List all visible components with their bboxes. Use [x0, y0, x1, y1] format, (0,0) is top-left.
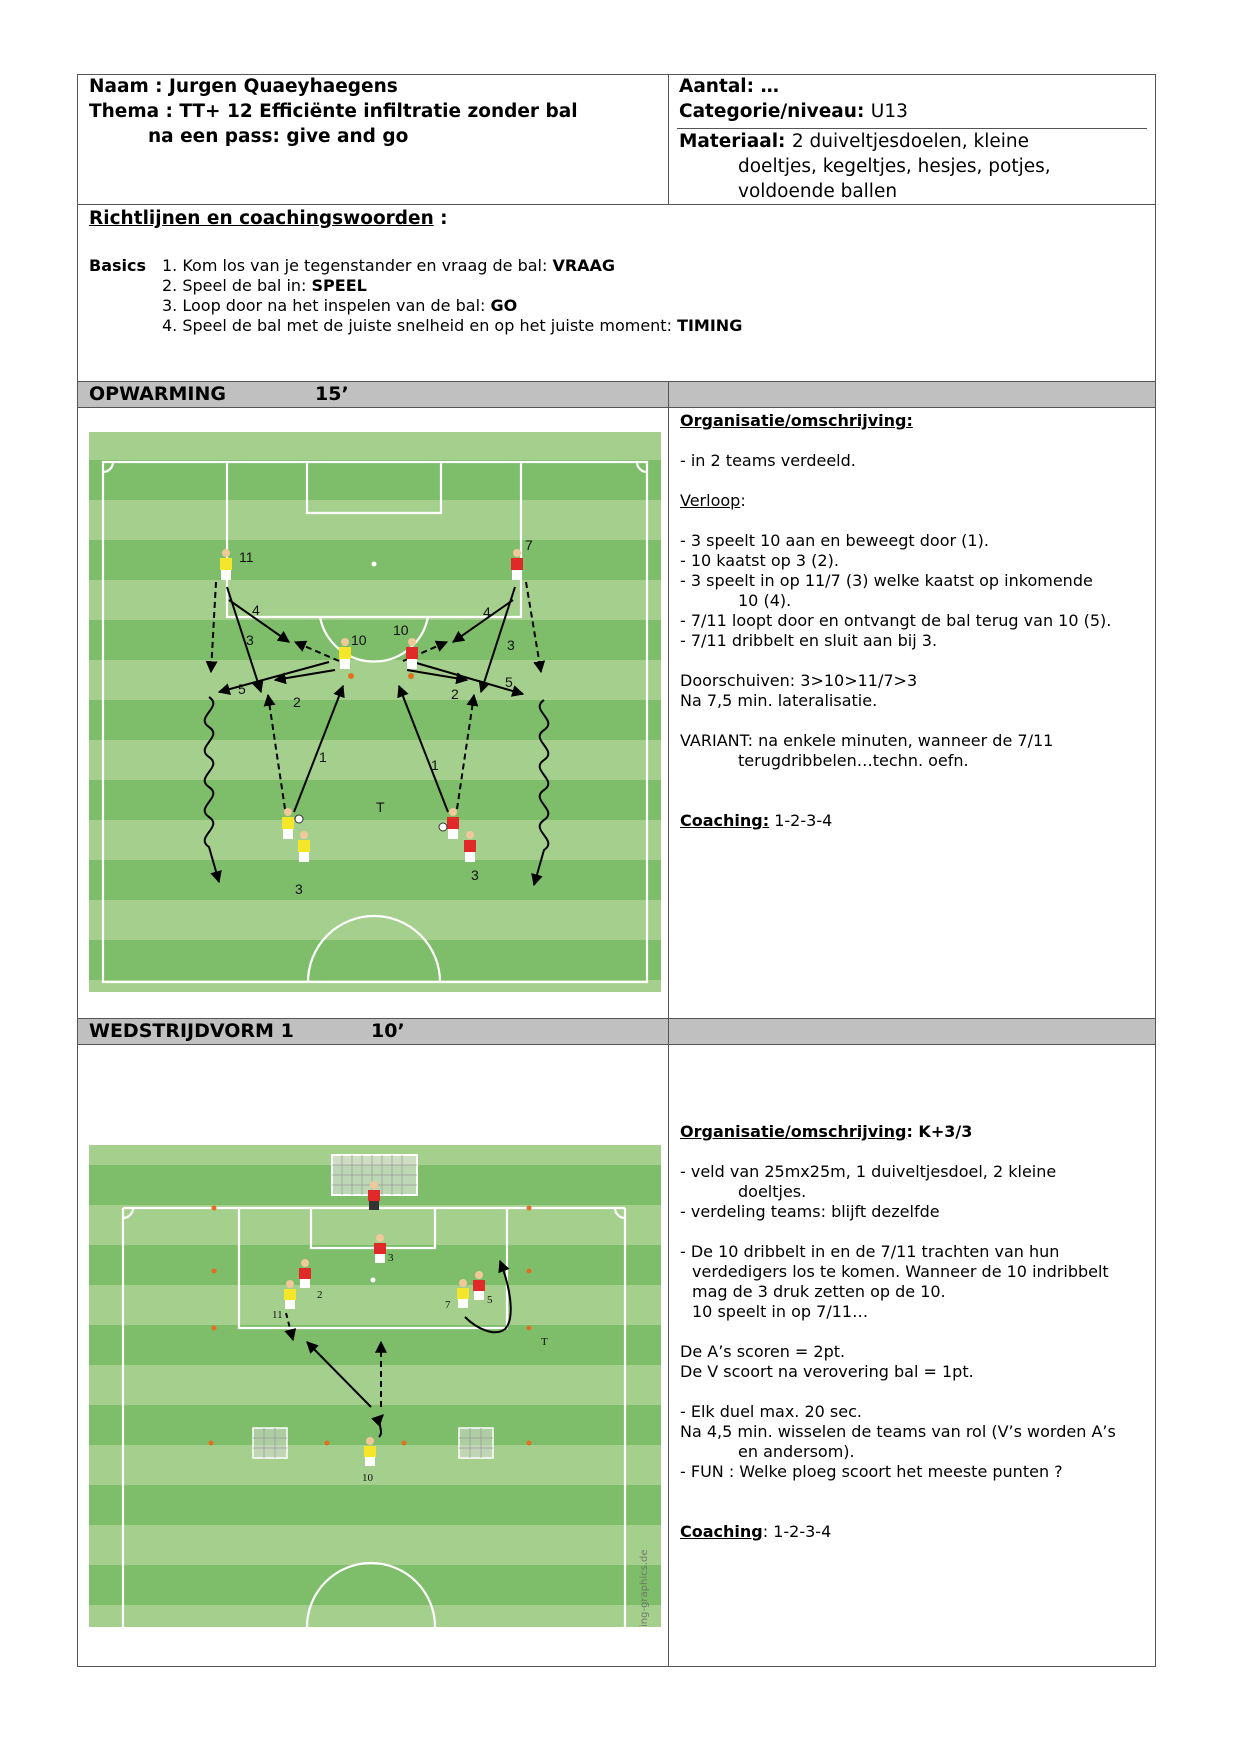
wedstrijd-line-2: doeltjes.: [738, 1182, 807, 1201]
verloop-step-1: - 3 speelt 10 aan en beweegt door (1).: [680, 531, 989, 550]
naam: Naam : Jurgen Quaeyhaegens: [89, 76, 398, 97]
num-4-left: 4: [252, 602, 260, 618]
wedstrijd-line-11: Na 4,5 min. wisselen de teams van rol (V’s worden A’s: [680, 1422, 1116, 1441]
thema-line2: na een pass: give and go: [148, 126, 409, 147]
num-1-right: 1: [431, 757, 439, 773]
verloop-step-2: - 10 kaatst op 3 (2).: [680, 551, 839, 570]
num-3-right: 3: [507, 637, 515, 653]
wedstrijd-diagram: [89, 1145, 661, 1627]
materiaal-line2: doeltjes, kegeltjes, hesjes, potjes,: [738, 156, 1051, 177]
verloop-step-3b: 10 (4).: [738, 591, 792, 610]
num-3: 3: [388, 1252, 394, 1264]
wedstrijd-line-9: De V scoort na verovering bal = 1pt.: [680, 1362, 974, 1381]
ball-left: [295, 815, 303, 823]
basics-item-2: 2. Speel de bal in: SPEEL: [162, 276, 367, 295]
lateralisatie: Na 7,5 min. lateralisatie.: [680, 691, 878, 710]
wedstrijd-bar-line: [78, 1044, 1155, 1045]
num-10: 10: [362, 1472, 373, 1484]
num-3-bottom-right: 3: [471, 867, 479, 883]
verloop-step-3: - 3 speelt in op 11/7 (3) welke kaatst op inkomende: [680, 571, 1093, 590]
small-goal-left: [253, 1428, 287, 1458]
num-3-bottom-left: 3: [295, 881, 303, 897]
opwarming-title: OPWARMING: [89, 383, 226, 405]
wedstrijd-coaching: Coaching: 1-2-3-4: [680, 1522, 832, 1541]
num-10-right: 10: [393, 622, 409, 638]
opwarming-org-line: - in 2 teams verdeeld.: [680, 451, 856, 470]
materiaal: Materiaal: 2 duiveltjesdoelen, kleine: [679, 131, 1029, 152]
variant-line1: VARIANT: na enkele minuten, wanneer de 7/11: [680, 731, 1054, 750]
small-goal-right: [459, 1428, 493, 1458]
penalty-spot: [372, 562, 377, 567]
wedstrijd-line-7: 10 speelt in op 7/11…: [692, 1302, 869, 1321]
opwarming-duration: 15’: [315, 383, 349, 405]
verloop-label: Verloop:: [680, 491, 746, 510]
doorschuiven: Doorschuiven: 3>10>11/7>3: [680, 671, 918, 690]
opwarming-diagram: [89, 432, 661, 992]
num-4-right: 4: [483, 604, 491, 620]
wedstrijd-description: [680, 1122, 1146, 1542]
thema: Thema : TT+ 12 Efficiënte infiltratie zonder bal: [89, 101, 578, 122]
materiaal-line3: voldoende ballen: [738, 181, 898, 202]
trainer-mark: T: [376, 799, 385, 815]
variant-line2: terugdribbelen…techn. oefn.: [738, 751, 969, 770]
cone-right: [408, 673, 414, 679]
cone-left: [348, 673, 354, 679]
wedstrijd-line-3: - verdeling teams: blijft dezelfde: [680, 1202, 940, 1221]
basics-item-4: 4. Speel de bal met de juiste snelheid en op het juiste moment: TIMING: [162, 316, 743, 335]
opwarming-divider: [668, 382, 669, 1018]
basics-item-1: 1. Kom los van je tegenstander en vraag de bal: VRAAG: [162, 256, 616, 275]
basics-item-3: 3. Loop door na het inspelen van de bal: GO: [162, 296, 518, 315]
opwarming-bar-line: [78, 407, 1155, 408]
num-1-left: 1: [319, 749, 327, 765]
duiveltjesdoel: [332, 1155, 417, 1195]
wedstrijd-divider: [668, 1019, 669, 1666]
categorie: Categorie/niveau: U13: [679, 101, 908, 122]
num-10-left: 10: [351, 632, 367, 648]
header-divider: [668, 75, 669, 204]
wedstrijd-line-1: - veld van 25mx25m, 1 duiveltjesdoel, 2 kleine: [680, 1162, 1057, 1181]
header-bottom-line: [78, 204, 1155, 205]
opwarming-description: [680, 411, 1146, 831]
num-3-left: 3: [246, 632, 254, 648]
wedstrijd-line-10: - Elk duel max. 20 sec.: [680, 1402, 862, 1421]
aantal-divider: [677, 128, 1147, 129]
wedstrijd-title: WEDSTRIJDVORM 1: [89, 1020, 294, 1042]
opwarming-org-label: Organisatie/omschrijving:: [680, 411, 913, 430]
penalty-spot-2: [371, 1278, 376, 1283]
num-11: 11: [272, 1309, 283, 1321]
grass-stripes: [89, 432, 661, 992]
wedstrijd-line-13: - FUN : Welke ploeg scoort het meeste punten ?: [680, 1462, 1063, 1481]
grass-stripes-2: [89, 1145, 661, 1627]
verloop-step-5: - 7/11 dribbelt en sluit aan bij 3.: [680, 631, 938, 650]
wedstrijd-line-12: en andersom).: [738, 1442, 855, 1461]
ball-right: [439, 823, 447, 831]
num-5: 5: [487, 1294, 493, 1306]
opwarming-bar: [78, 382, 1155, 407]
verloop-step-4: - 7/11 loopt door en ontvangt de bal terug van 10 (5).: [680, 611, 1112, 630]
num-7: 7: [445, 1299, 451, 1311]
aantal: Aantal: …: [679, 76, 779, 97]
richtlijnen-title: Richtlijnen en coachingswoorden :: [89, 208, 448, 229]
wedstrijd-line-4: - De 10 dribbelt in en de 7/11 trachten van hun: [680, 1242, 1060, 1261]
wedstrijd-line-6: mag de 3 druk zetten op de 10.: [692, 1282, 946, 1301]
num-2-left: 2: [293, 694, 301, 710]
num-2-right: 2: [451, 686, 459, 702]
wedstrijd-line-5: verdedigers los te komen. Wanneer de 10 indribbelt: [692, 1262, 1109, 1281]
opwarming-coaching: Coaching: 1-2-3-4: [680, 811, 833, 830]
num-5-right: 5: [505, 674, 513, 690]
wedstrijd-line-8: De A’s scoren = 2pt.: [680, 1342, 846, 1361]
num-7: 7: [525, 537, 533, 553]
num-5-left: 5: [238, 681, 246, 697]
wedstrijd-duration: 10’: [371, 1020, 405, 1042]
basics-label: Basics: [89, 256, 147, 275]
trainer-mark-2: T: [541, 1336, 548, 1348]
num-2: 2: [317, 1289, 323, 1301]
watermark: ing-graphics.de: [639, 1549, 650, 1627]
wedstrijd-org-label: Organisatie/omschrijving: K+3/3: [680, 1122, 973, 1141]
num-11: 11: [239, 549, 254, 565]
